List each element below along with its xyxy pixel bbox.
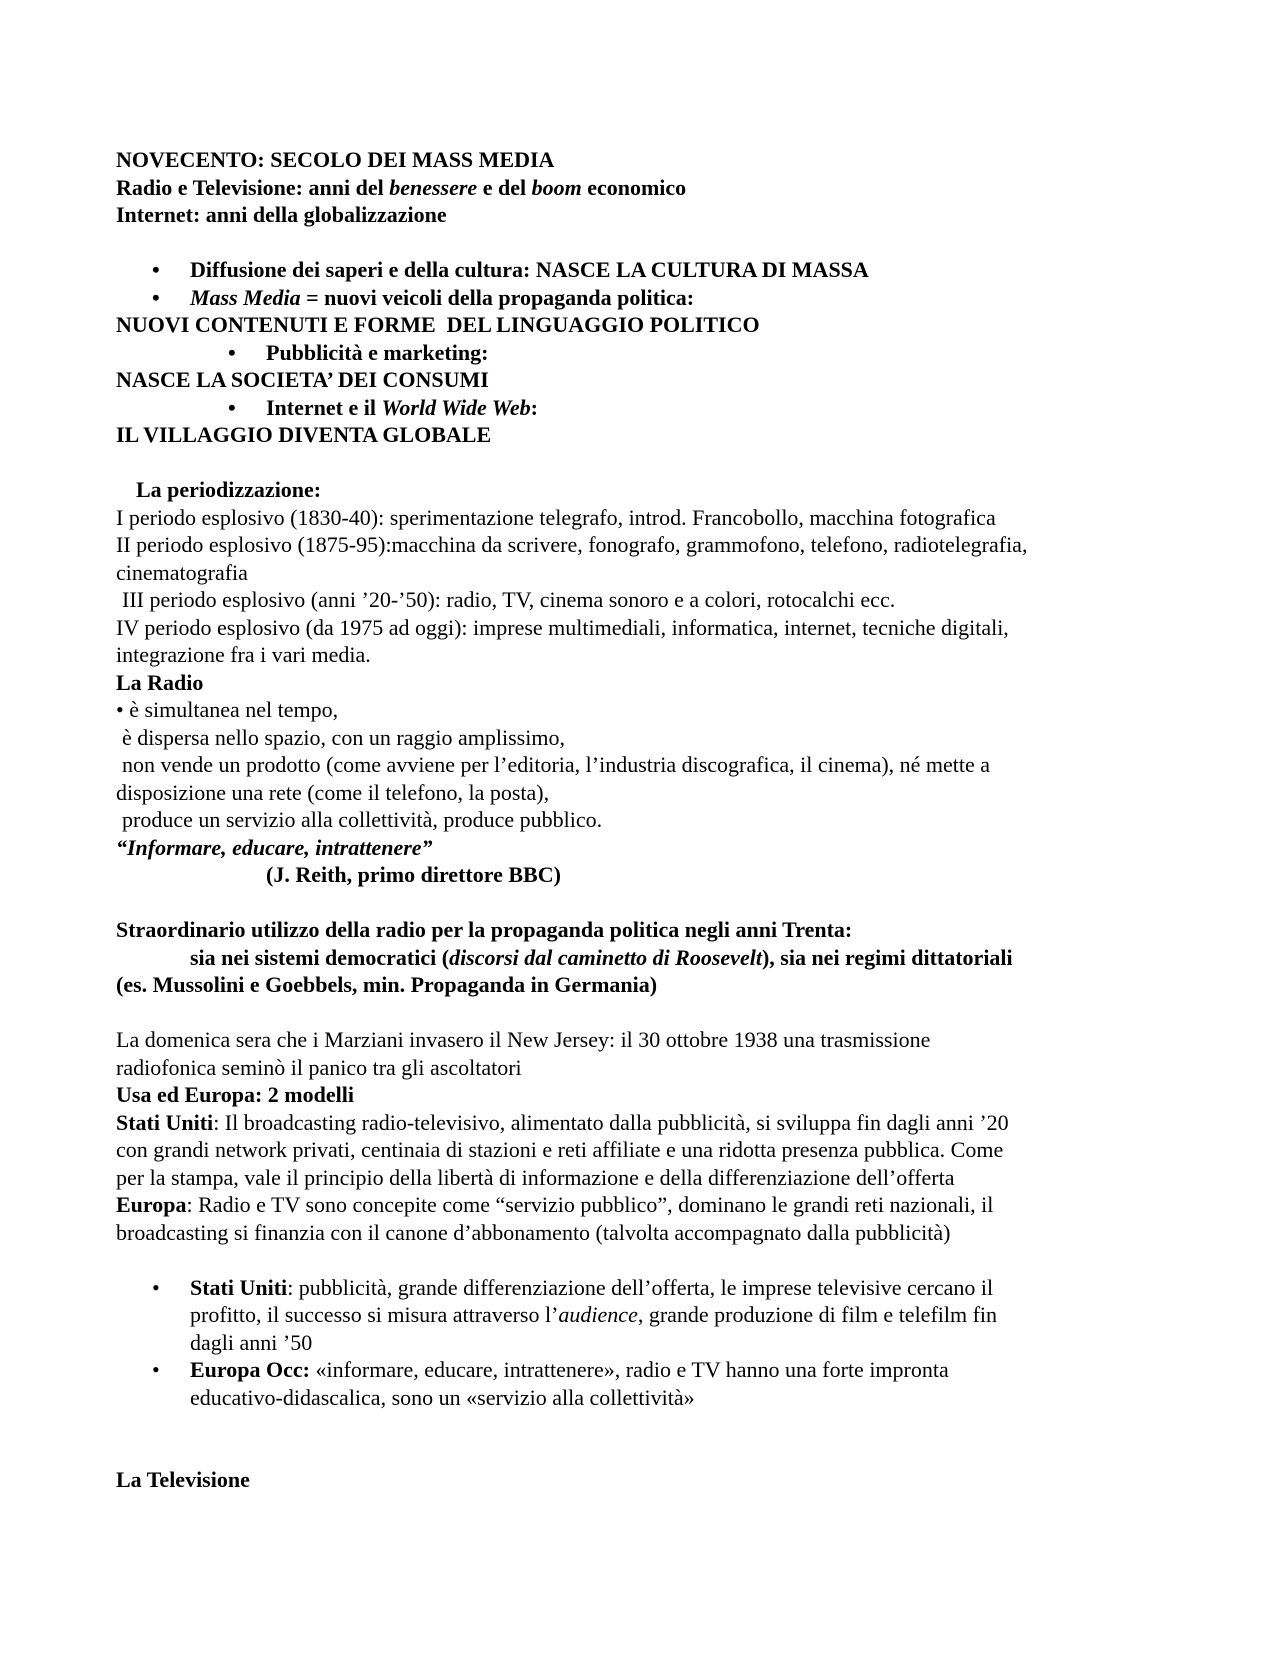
propaganda-line <box>116 944 1226 972</box>
subtitle-text: Radio e Televisione: anni del <box>116 174 390 200</box>
periodization-heading: La periodizzazione: <box>136 477 322 502</box>
propaganda-part: ), sia nei regimi dittatoriali <box>761 944 1013 970</box>
bullet-text <box>116 1274 1250 1357</box>
bullet-text <box>116 284 1226 312</box>
usa-model-line: con grandi network privati, centinaia di stazioni e reti affiliate e una ridotta presenza pubblica. Come <box>116 1137 1004 1162</box>
bullet-icon: • <box>152 1274 160 1300</box>
usa-model-line: per la stampa, vale il principio della libertà di informazione e della differenziazione dell’offerta <box>116 1164 955 1190</box>
section-caption: NASCE LA SOCIETA’ DEI CONSUMI <box>116 367 489 392</box>
section-caption: NUOVI CONTENUTI E FORME DEL LINGUAGGIO POLITICO <box>116 312 760 337</box>
bullet-part: , grande produzione di film e telefilm fin <box>637 1302 998 1327</box>
propaganda-part: sia nei sistemi democratici ( <box>190 944 450 970</box>
bullet-part: profitto, il successo si misura attraverso l’ <box>190 1302 559 1327</box>
reith-citation: (J. Reith, primo direttore BBC) <box>266 862 561 887</box>
bullet-label: Stati Uniti <box>190 1274 288 1300</box>
models-heading: Usa ed Europa: 2 modelli <box>116 1082 354 1107</box>
television-heading: La Televisione <box>116 1467 250 1492</box>
radio-line: è dispersa nello spazio, con un raggio amplissimo, <box>122 724 565 750</box>
period-line: II periodo esplosivo (1875-95):macchina da scrivere, fonografo, grammofono, telefono, radiotelegrafia, <box>116 532 1028 557</box>
bullet-text: Pubblicità e marketing: <box>266 339 489 365</box>
period-line: I periodo esplosivo (1830-40): sperimentazione telegrafo, introd. Francobollo, macchina fotografica <box>116 504 996 530</box>
bullet-icon: • <box>228 394 236 420</box>
subtitle-internet: Internet: anni della globalizzazione <box>116 202 447 227</box>
propaganda-line: Straordinario utilizzo della radio per la propaganda politica negli anni Trenta: <box>116 917 853 942</box>
bullet-part: : <box>530 394 538 420</box>
europe-text: : Radio e TV sono concepite come “servizio pubblico”, dominano le grandi reti nazionali, il <box>186 1192 994 1217</box>
bullet-text <box>116 1356 1250 1411</box>
radio-line: • è simultanea nel tempo, <box>116 697 339 722</box>
period-line: IV periodo esplosivo (da 1975 ad oggi): imprese multimediali, informatica, internet, tecniche digitali, <box>116 614 1009 640</box>
bullet-part: «informare, educare, intrattenere», radio e TV hanno una forte impronta <box>309 1357 949 1382</box>
martians-line: radiofonica seminò il panico tra gli ascoltatori <box>116 1054 522 1080</box>
bullet-icon: • <box>152 284 160 310</box>
reith-quote: “Informare, educare, intrattenere” <box>116 834 433 860</box>
subtitle-text: economico <box>581 174 687 200</box>
bullet-text <box>116 394 1226 422</box>
usa-text: : Il broadcasting radio-televisivo, alimentato dalla pubblicità, si sviluppa fin dagli anni ’20 <box>213 1109 1009 1135</box>
bullet-icon: • <box>228 339 236 365</box>
bullet-part: educativo-didascalica, sono un «servizio alla collettività» <box>190 1384 695 1410</box>
subtitle-italic-boom: boom <box>531 174 582 200</box>
propaganda-italic: discorsi dal caminetto di Roosevelt <box>449 944 762 970</box>
bullet-item <box>116 284 1226 312</box>
period-line: integrazione fra i vari media. <box>116 642 371 667</box>
bullet-label: Europa Occ: <box>190 1357 310 1382</box>
bullet-item <box>116 394 1226 422</box>
martians-line: La domenica sera che i Marziani invasero il New Jersey: il 30 ottobre 1938 una trasmissione <box>116 1027 931 1052</box>
bullet-item <box>116 1274 1226 1357</box>
bullet-item <box>116 339 1226 367</box>
bullet-icon: • <box>152 1357 160 1382</box>
bullet-text: Diffusione dei saperi e della cultura: NASCE LA CULTURA DI MASSA <box>190 257 869 282</box>
subtitle-text: e del <box>477 174 532 200</box>
bullet-part: dagli anni ’50 <box>190 1329 313 1355</box>
document-body <box>116 146 1226 1494</box>
bullet-italic: audience <box>558 1302 638 1327</box>
bullet-italic: World Wide Web <box>381 394 531 420</box>
usa-model-line <box>116 1109 1226 1137</box>
section-caption: IL VILLAGGIO DIVENTA GLOBALE <box>116 422 492 447</box>
subtitle-italic-benessere: benessere <box>389 174 478 200</box>
subtitle-radio-tv <box>116 174 1226 202</box>
radio-line: produce un servizio alla collettività, produce pubblico. <box>122 807 603 832</box>
radio-line: disposizione una rete (come il telefono, la posta), <box>116 779 550 805</box>
radio-heading: La Radio <box>116 669 204 695</box>
bullet-icon: • <box>152 257 160 282</box>
usa-label: Stati Uniti <box>116 1109 214 1135</box>
bullet-part: Internet e il <box>266 394 382 420</box>
bullet-rest: = nuovi veicoli della propaganda politica: <box>300 284 695 310</box>
propaganda-line: (es. Mussolini e Goebbels, min. Propaganda in Germania) <box>116 972 658 997</box>
europe-model-line <box>116 1191 1226 1219</box>
europe-label: Europa <box>116 1192 187 1217</box>
bullet-item <box>116 256 1226 284</box>
period-line: III periodo esplosivo (anni ’20-’50): radio, TV, cinema sonoro e a colori, rotocalchi ecc. <box>122 587 896 612</box>
europe-model-line: broadcasting si finanzia con il canone d’abbonamento (talvolta accompagnato dalla pubblicità) <box>116 1219 951 1245</box>
page-title: NOVECENTO: SECOLO DEI MASS MEDIA <box>116 147 555 172</box>
radio-line: non vende un prodotto (come avviene per l’editoria, l’industria discografica, il cinema), né mette a <box>122 752 991 777</box>
bullet-item <box>116 1356 1226 1411</box>
bullet-part: : pubblicità, grande differenziazione dell’offerta, le imprese televisive cercano il <box>287 1274 994 1300</box>
period-line: cinematografia <box>116 559 248 585</box>
bullet-italic: Mass Media <box>190 284 301 310</box>
